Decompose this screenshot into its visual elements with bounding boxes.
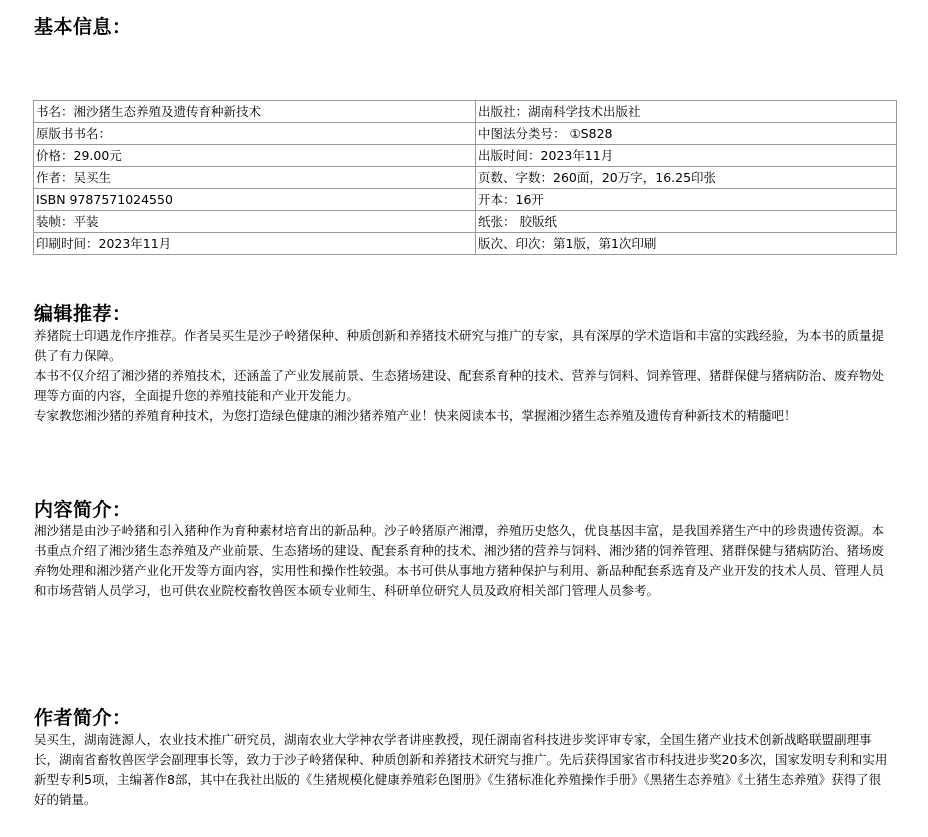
binding-cell: 装帧：平装 — [34, 211, 476, 233]
table-row — [34, 101, 897, 123]
classification-cell: 中图法分类号： ①S828 — [476, 123, 897, 145]
basic-info-title: 基本信息： — [34, 16, 132, 38]
edition-cell: 版次、印次：第1版，第1次印刷 — [476, 233, 897, 255]
recommendation-paragraph: 专家教您湘沙猪的养殖育种技术，为您打造绿色健康的湘沙猪养殖产业！快来阅读本书，掌握湘沙猪生态养殖及遗传育种新技术的精髓吧！ — [34, 408, 797, 423]
content-summary-title: 内容简介： — [34, 499, 132, 521]
paper-cell: 纸张： 胶版纸 — [476, 211, 897, 233]
author-cell: 作者：吴买生 — [34, 167, 476, 189]
table-row — [34, 167, 897, 189]
recommendation-paragraph: 本书不仅介绍了湘沙猪的养殖技术，还涵盖了产业发展前景、生态猪场建设、配套系育种的技术、营养与饲料、饲养管理、猪群保健与猪病防治、废弃物处理等方面的内容，全面提升您的养殖技能和产业开发能力。 — [34, 368, 885, 403]
editor-recommendation-title: 编辑推荐： — [34, 303, 132, 325]
recommendation-paragraph: 养猪院士印遇龙作序推荐。作者吴买生是沙子岭猪保种、种质创新和养猪技术研究与推广的专家，具有深厚的学术造诣和丰富的实践经验，为本书的质量提供了有力保障。 — [34, 328, 885, 363]
table-row — [34, 123, 897, 145]
author-intro-body — [34, 730, 892, 810]
price-cell: 价格：29.00元 — [34, 145, 476, 167]
table-row — [34, 189, 897, 211]
book-title-cell: 书名：湘沙猪生态养殖及遗传育种新技术 — [34, 101, 476, 123]
print-date-cell: 印刷时间：2023年11月 — [34, 233, 476, 255]
table-row — [34, 233, 897, 255]
editor-recommendation-body — [34, 326, 892, 426]
content-summary-body — [34, 521, 892, 601]
table-row — [34, 145, 897, 167]
summary-paragraph: 湘沙猪是由沙子岭猪和引入猪种作为育种素材培育出的新品种。沙子岭猪原产湘潭，养殖历史悠久，优良基因丰富，是我国养猪生产中的珍贵遗传资源。本书重点介绍了湘沙猪生态养殖及产业前景、生态猪场的建设、配套系育种的技术、湘沙猪的营养与饲料、湘沙猪的饲养管理、猪群保健与猪病防治、猪场废弃物处理和湘沙猪产业化开发等方面内容，实用性和操作性较强。本书可供从事地方猪种保护与利用、新品种配套系选育及产业开发的技术人员、管理人员和市场营销人员学习，也可供农业院校畜牧兽医本硕专业师生、科研单位研究人员及政府相关部门管理人员参考。 — [34, 523, 885, 598]
publisher-cell: 出版社：湖南科学技术出版社 — [476, 101, 897, 123]
publish-date-cell: 出版时间：2023年11月 — [476, 145, 897, 167]
pages-cell: 页数、字数：260面，20万字，16.25印张 — [476, 167, 897, 189]
author-paragraph: 吴买生，湖南涟源人，农业技术推广研究员，湖南农业大学神农学者讲座教授，现任湖南省科技进步奖评审专家，全国生猪产业技术创新战略联盟副理事长，湖南省畜牧兽医学会副理事长等，致力于沙子岭猪保种、种质创新和养猪技术研究与推广。先后获得国家省市科技进步奖20多次，国家发明专利和实用新型专利5项，主编著作8部，其中在我社出版的《生猪规模化健康养殖彩色图册》《生猪标准化养殖操作手册》《黑猪生态养殖》《土猪生态养殖》获得了很好的销量。 — [34, 732, 888, 807]
isbn-cell: ISBN 9787571024550 — [34, 189, 476, 211]
basic-info-table — [33, 100, 897, 255]
format-cell: 开本：16开 — [476, 189, 897, 211]
original-title-cell: 原版书书名： — [34, 123, 476, 145]
author-intro-title: 作者简介： — [34, 707, 132, 729]
table-row — [34, 211, 897, 233]
